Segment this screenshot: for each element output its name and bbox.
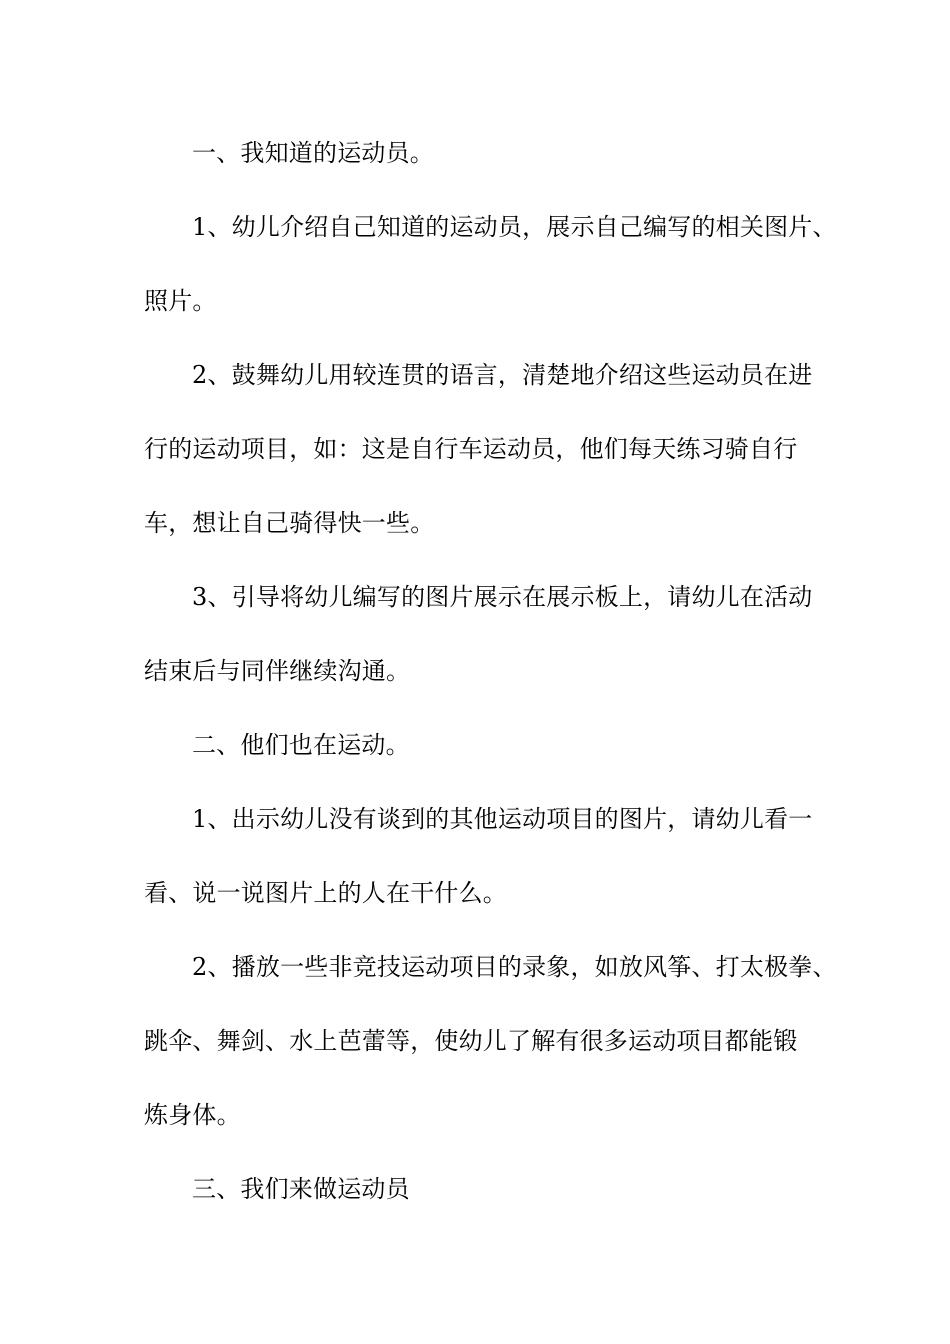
paragraph-line: 车，想让自己骑得快一些。 bbox=[144, 509, 435, 537]
paragraph-line: 结束后与同伴继续沟通。 bbox=[144, 657, 411, 685]
paragraph-line: 行的运动项目，如：这是自行车运动员，他们每天练习骑自行 bbox=[144, 435, 798, 463]
section-heading-3: 三、我们来做运动员 bbox=[192, 1175, 410, 1203]
section-heading-1: 一、我知道的运动员。 bbox=[192, 139, 434, 167]
paragraph-line: 照片。 bbox=[144, 287, 217, 315]
paragraph-line: 1、出示幼儿没有谈到的其他运动项目的图片，请幼儿看一 bbox=[192, 805, 813, 833]
paragraph-line: 2、播放一些非竞技运动项目的录象，如放风筝、打太极拳、 bbox=[192, 953, 837, 981]
paragraph-line: 跳伞、舞剑、水上芭蕾等，使幼儿了解有很多运动项目都能锻 bbox=[144, 1027, 798, 1055]
paragraph-line: 3、引导将幼儿编写的图片展示在展示板上，请幼儿在活动 bbox=[192, 583, 813, 611]
paragraph-line: 炼身体。 bbox=[144, 1101, 241, 1129]
paragraph-line: 1、幼儿介绍自己知道的运动员，展示自己编写的相关图片、 bbox=[192, 213, 837, 241]
paragraph-line: 2、鼓舞幼儿用较连贯的语言，清楚地介绍这些运动员在进 bbox=[192, 361, 813, 389]
section-heading-2: 二、他们也在运动。 bbox=[192, 731, 410, 759]
paragraph-line: 看、说一说图片上的人在干什么。 bbox=[144, 879, 507, 907]
